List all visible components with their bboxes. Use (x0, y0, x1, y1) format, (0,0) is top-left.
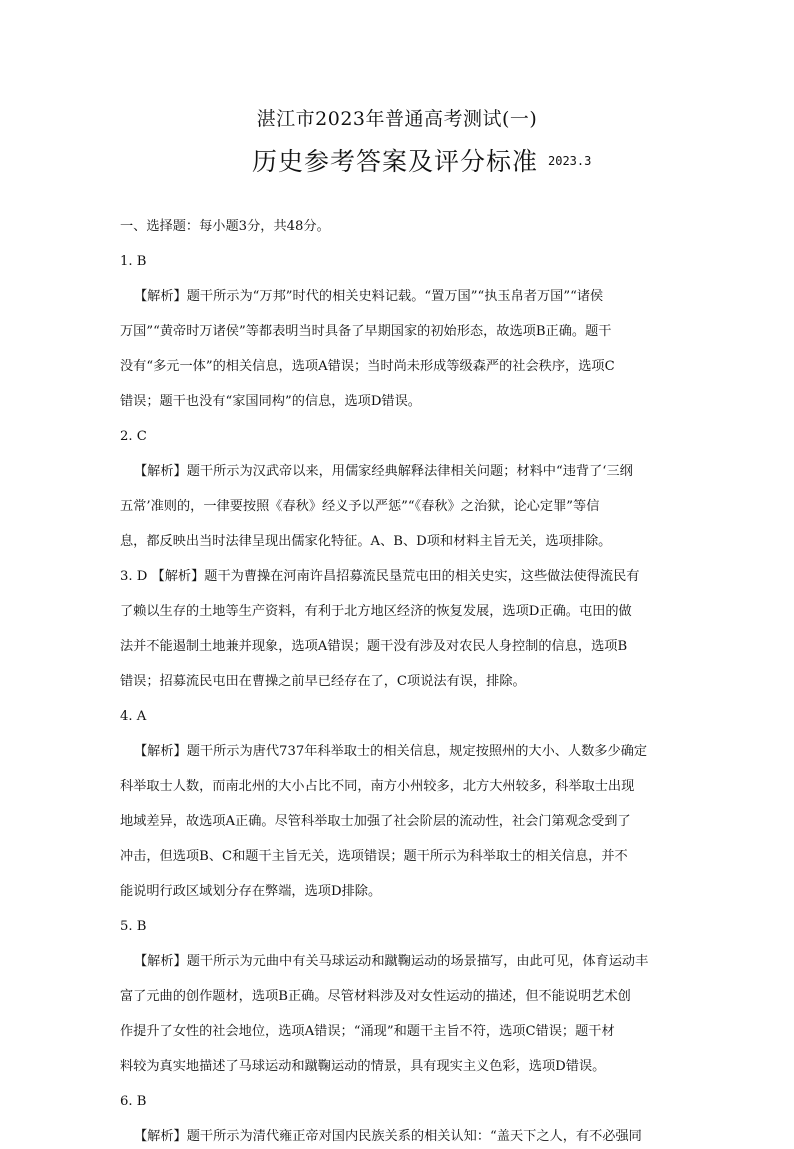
analysis-line: 冲击，但选项B、C和题干主旨无关，选项错误；题干所示为科举取士的相关信息，并不 (120, 849, 628, 864)
section-heading: 一、选择题：每小题3分，共48分。 (120, 219, 330, 234)
question-number: 5. B (120, 919, 147, 934)
analysis-line: 了赖以生存的土地等生产资料，有利于北方地区经济的恢复发展，选项D正确。屯田的做 (120, 604, 632, 619)
analysis-line: 【解析】题干所示为唐代737年科举取士的相关信息，规定按照州的大小、人数多少确定 (134, 744, 648, 759)
analysis-line: 五常’准则的，一律要按照《春秋》经义予以严惩”“《春秋》之治狱，论心定罪”等信 (120, 499, 600, 514)
analysis-line: 【解析】题干所示为清代雍正帝对国内民族关系的相关认知：“盖天下之人，有不必强同 (134, 1129, 642, 1144)
page-title: 历史参考答案及评分标准 (252, 147, 539, 176)
analysis-line: 【解析】题干所示为“万邦”时代的相关史料记载。“置万国”“执玉帛者万国”“诸侯 (134, 289, 604, 304)
analysis-line: 地域差异，故选项A正确。尽管科举取士加强了社会阶层的流动性，社会门第观念受到了 (120, 814, 631, 829)
question-number: 1. B (120, 254, 147, 269)
analysis-line: 科举取士人数，而南北州的大小占比不同，南方小州较多，北方大州较多，科举取士出现 (120, 779, 635, 794)
analysis-line: 万国”“黄帝时万诸侯”等都表明当时具备了早期国家的初始形态，故选项B正确。题干 (120, 324, 612, 339)
answer-body (120, 214, 690, 1149)
analysis-line: 息，都反映出当时法律呈现出儒家化特征。A、B、D项和材料主旨无关，选项排除。 (120, 534, 612, 549)
analysis-line: 能说明行政区域划分存在弊端，选项D排除。 (120, 884, 382, 899)
analysis-line: 错误；题干也没有“家国同构”的信息，选项D错误。 (120, 394, 421, 409)
question-number: 4. A (120, 709, 147, 724)
exam-title: 湛江市2023年普通高考测试(一) (256, 108, 538, 130)
analysis-line: 3. D 【解析】题干为曹操在河南许昌招募流民垦荒屯田的相关史实，这些做法使得流民有 (120, 569, 640, 584)
analysis-line: 料较为真实地描述了马球运动和蹴鞠运动的情景，具有现实主义色彩，选项D错误。 (120, 1059, 606, 1074)
date-label: 2023.3 (548, 154, 592, 168)
analysis-line: 富了元曲的创作题材，选项B正确。尽管材料涉及对女性运动的描述，但不能说明艺术创 (120, 989, 631, 1004)
analysis-line: 法并不能遏制土地兼并现象，选项A错误；题干没有涉及对农民人身控制的信息，选项B (120, 639, 628, 654)
analysis-line: 作提升了女性的社会地位，选项A错误；“涌现”和题干主旨不符，选项C错误；题干材 (120, 1024, 615, 1039)
analysis-line: 【解析】题干所示为元曲中有关马球运动和蹴鞠运动的场景描写，由此可见，体育运动丰 (134, 954, 649, 969)
analysis-line: 错误；招募流民屯田在曹操之前早已经存在了，C项说法有误，排除。 (120, 674, 526, 689)
question-number: 6. B (120, 1094, 147, 1109)
analysis-line: 【解析】题干所示为汉武帝以来，用儒家经典解释法律相关问题；材料中“违背了‘三纲 (134, 464, 633, 479)
question-number: 2. C (120, 429, 147, 444)
analysis-line: 没有“多元一体”的相关信息，选项A错误；当时尚未形成等级森严的社会秩序，选项C (120, 359, 615, 374)
